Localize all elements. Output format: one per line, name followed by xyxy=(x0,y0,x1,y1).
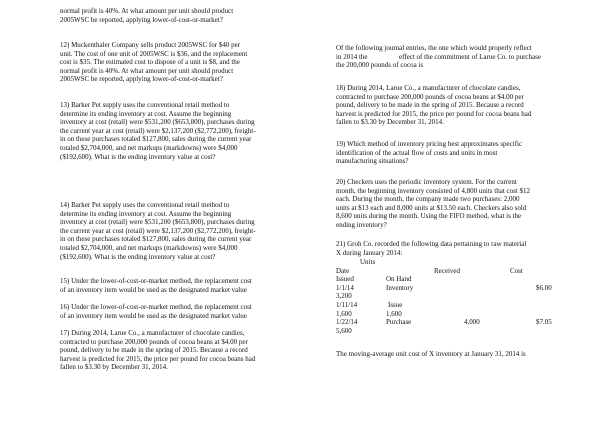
table-row: Issued On Hand xyxy=(336,275,412,284)
question-13: 13) Barker Pet supply uses the conventional retail method to determine its ending inventory at cost. Assume the beginning inventory at cost (retail) were $531,200 ($653,800), purchases during the current year at cost (retail) were $2,137,200 ($2,772,200), freight- in on these purchases totaled $127,800, sales during the current year totaled $2,704,000, and net markups (markdowns) were $4,000 ($192,600). What is the ending inventory value at cost? xyxy=(60,101,256,161)
question-17-tail: Of the following journal entries, the one which would properly reflect in 2014 the effect of the commitment of Larue Co. to purchase the 200,000 pounds of cocoa is xyxy=(336,44,541,70)
table-row: 1/22/14 Purchase 4,000 $7.05 xyxy=(336,318,552,327)
table-row: 1,600 1,600 xyxy=(336,309,402,318)
table-row: 1/1/14 Inventory $6.00 xyxy=(336,283,552,292)
question-14: 14) Barker Pet supply uses the conventional retail method to determine its ending inventory at cost. Assume the beginning inventory at cost (retail) were $531,200 ($653,800), purchases during the current year at cost (retail) were $2,137,200 ($2,772,200), freight- in on these purchases totaled $127,800, sales during the current year totaled $2,704,000, and net markups (markdowns) were $4,000 ($192,600). What is the ending inventory value at cost? xyxy=(60,201,256,261)
question-15: 15) Under the lower-of-cost-or-market method, the replacement cost of an inventory item would be used as the designated market value xyxy=(60,277,252,294)
table-row: 1/11/14 Issue xyxy=(336,300,403,309)
question-12: 12) Muckenthaler Company sells product 2005WSC for $40 per unit. The cost of one unit of 2005WSC is $36, and the replacement cost is $35. The estimated cost to dispose of a unit is $8, and the normal profit is 40%. At what amount per unit should product 2005WSC be reported, applying lower-of-cost-or-market? xyxy=(60,41,248,84)
table-row: 3,200 xyxy=(336,292,352,301)
question-20: 20) Checkers uses the periodic inventory system. For the current month, the beginning inventory consisted of 4,800 units that cost $12 each. During the month, the company made two purchases: 2,000 units at $13 each and 8,000 units at $13.50 each. Checkers also sold 8,600 units during the month. Using the FIFO method, what is the ending inventory? xyxy=(336,178,531,229)
inventory-table xyxy=(336,258,568,335)
table-row: 5,600 xyxy=(336,326,352,335)
table-row: Units xyxy=(360,258,376,266)
question-18: 18) During 2014, Larue Co., a manufacturer of chocolate candies, contracted to purchase 200,000 pounds of cocoa beans at $4.00 per pound, delivery to be made in the spring of 2015. Because a record harvest is predicted for 2015, the price per pound for cocoa beans had fallen to $3.30 by December 31, 2014. xyxy=(336,84,532,127)
question-21: 21) Groh Co. recorded the following data pertaining to raw material X during January 2014: xyxy=(336,240,527,257)
question-19: 19) Which method of inventory pricing best approximates specific identification of the actual flow of costs and units in most manufacturing situations? xyxy=(336,140,523,166)
question-16: 16) Under the lower-of-cost-or-market method, the replacement cost of an inventory item would be used as the designated market value xyxy=(60,303,252,320)
question-17: 17) During 2014, Larue Co., a manufacturer of chocolate candies, contracted to purchase 200,000 pounds of cocoa beans at $4.00 per pound, delivery to be made in the spring of 2015. Because a record harvest is predicted for 2015, the price per pound for cocoa beans had fallen to $3.30 by December 31, 2014. xyxy=(60,329,256,372)
question-11-tail: normal profit is 40%. At what amount per unit should product 2005WSC be reported, applying lower-of-cost-or-market? xyxy=(60,7,234,24)
question-21-prompt: The moving-average unit cost of X inventory at January 31, 2014 is xyxy=(336,350,526,358)
table-row: Date Received Cost xyxy=(336,266,523,275)
